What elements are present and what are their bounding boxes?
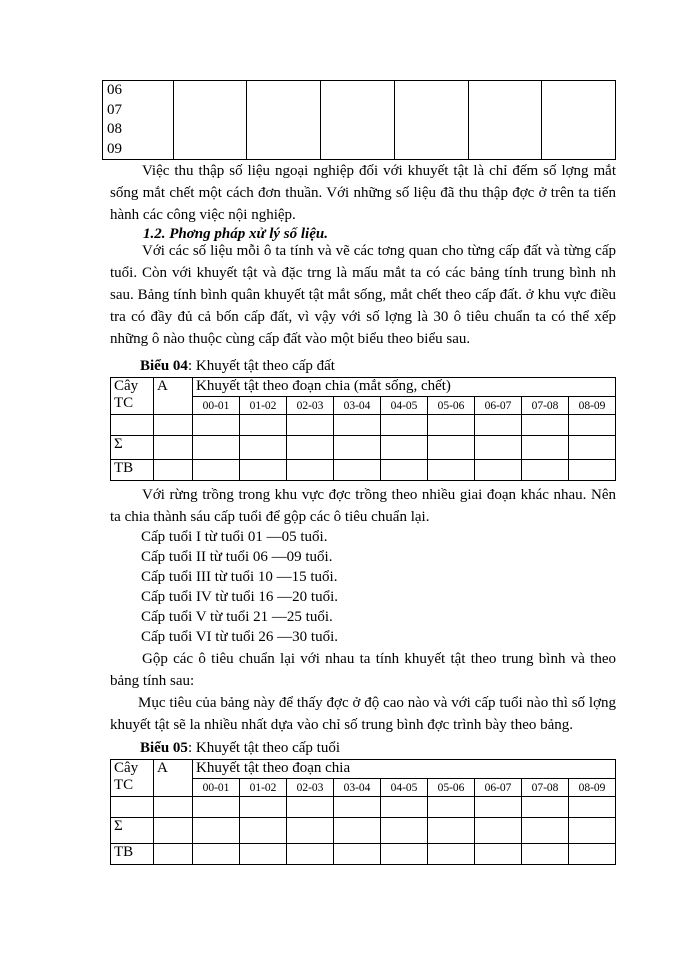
table-cell <box>193 436 240 460</box>
table-cell <box>240 844 287 865</box>
table-cell <box>287 436 334 460</box>
table-cell <box>193 818 240 844</box>
interval-header: 00-01 <box>193 397 240 415</box>
interval-header: 00-01 <box>193 779 240 797</box>
table-cell <box>569 460 616 481</box>
header-tc-label: TC <box>114 395 134 411</box>
table-cell <box>569 415 616 436</box>
table04-caption-label: Biểu 04 <box>140 358 188 374</box>
sum-label: Σ <box>111 436 154 460</box>
sum-label: Σ <box>111 818 154 844</box>
interval-header: 06-07 <box>475 779 522 797</box>
table-cell <box>428 460 475 481</box>
table-cell <box>154 436 193 460</box>
interval-header: 07-08 <box>522 779 569 797</box>
age-value: 06 <box>107 82 122 98</box>
table-cell <box>522 844 569 865</box>
interval-header: 04-05 <box>381 397 428 415</box>
table-cell <box>240 436 287 460</box>
table-cell <box>287 844 334 865</box>
paragraph-data-collection: Việc thu thập số liệu ngoại nghiệp đối với khuyết tật là chỉ đếm số lợng mắt sống mắt chết một cách đơn thuần. Với những số liệu đã thu thập đợc ở trên ta tiến hành các công việc nội nghiệp. <box>110 163 616 223</box>
header-tree-tc <box>111 378 154 415</box>
age-table-continuation <box>102 80 616 160</box>
table05-caption <box>140 738 340 758</box>
age-class-item: Cấp tuổi IV từ tuổi 16 —20 tuổi. <box>141 589 339 605</box>
interval-header: 01-02 <box>240 397 287 415</box>
table04-caption-text: : Khuyết tật theo cấp đất <box>187 358 335 374</box>
table-cell <box>193 797 240 818</box>
header-tree-tc <box>111 760 154 797</box>
table-row <box>111 760 616 779</box>
table-row <box>111 797 616 818</box>
table-row <box>103 81 616 160</box>
interval-header: 01-02 <box>240 779 287 797</box>
age-value: 08 <box>107 121 122 137</box>
interval-header: 02-03 <box>287 779 334 797</box>
table-row <box>111 844 616 865</box>
table-cell <box>111 797 154 818</box>
section-heading: 1.2. Phơng pháp xử lý số liệu. <box>143 226 328 242</box>
table-cell <box>381 436 428 460</box>
table-cell <box>154 818 193 844</box>
header-group: Khuyết tật theo đoạn chia <box>193 760 616 779</box>
table-cell <box>287 415 334 436</box>
header-tree-label: Cây <box>114 378 139 394</box>
age-list-cell <box>103 81 174 160</box>
table-cell <box>569 797 616 818</box>
table-cell <box>475 844 522 865</box>
avg-label: TB <box>111 844 154 865</box>
header-group: Khuyết tật theo đoạn chia (mắt sống, chết) <box>193 378 616 397</box>
table-cell <box>428 797 475 818</box>
age-class-item: Cấp tuổi III từ tuổi 10 —15 tuổi. <box>141 569 338 585</box>
table-row <box>111 460 616 481</box>
paragraph-processing: Với các số liệu mỗi ô ta tính và vẽ các tơng quan cho từng cấp đất và từng cấp tuổi. Còn với khuyết tật và đặc trng là mấu mắt ta có các bảng tính trung bình nh sau. Bảng tính bình quân khuyết tật mắt sống, mắt chết theo cấp đất. ở khu vực điều tra có đầy đủ cả bốn cấp đất, vì vậy với số lợng là 30 ô tiêu chuẩn ta có thể xếp những ô nào thuộc cùng cấp đất vào một biểu theo biểu sau. <box>110 243 616 347</box>
age-class-item: Cấp tuổi I từ tuổi 01 —05 tuổi. <box>141 529 328 545</box>
header-tree-label: Cây <box>114 760 139 776</box>
blank-cell <box>468 81 542 160</box>
table04-caption <box>140 356 335 376</box>
age-class-item: Cấp tuổi II từ tuổi 06 —09 tuổi. <box>141 549 333 565</box>
interval-header: 08-09 <box>569 779 616 797</box>
interval-header: 06-07 <box>475 397 522 415</box>
age-class-item: Cấp tuổi VI từ tuổi 26 —30 tuổi. <box>141 629 339 645</box>
age-class-item: Cấp tuổi V từ tuổi 21 —25 tuổi. <box>141 609 333 625</box>
table-cell <box>193 844 240 865</box>
table-cell <box>522 460 569 481</box>
table-cell <box>522 436 569 460</box>
interval-header: 05-06 <box>428 779 475 797</box>
table-cell <box>475 460 522 481</box>
table-cell <box>569 844 616 865</box>
table-cell <box>522 818 569 844</box>
age-value: 09 <box>107 140 122 157</box>
table05 <box>110 759 616 865</box>
table-row <box>111 415 616 436</box>
table04 <box>110 377 616 481</box>
header-tc-label: TC <box>114 777 134 793</box>
table-cell <box>334 460 381 481</box>
table-cell <box>475 818 522 844</box>
blank-cell <box>542 81 616 160</box>
table-row <box>111 378 616 397</box>
table-cell <box>381 818 428 844</box>
table-cell <box>111 415 154 436</box>
table-cell <box>334 844 381 865</box>
interval-header: 08-09 <box>569 397 616 415</box>
table-cell <box>381 415 428 436</box>
table-cell <box>428 436 475 460</box>
table-cell <box>569 818 616 844</box>
table-cell <box>569 436 616 460</box>
table-cell <box>475 436 522 460</box>
table-cell <box>193 460 240 481</box>
interval-header: 03-04 <box>334 779 381 797</box>
paragraph-merge: Gộp các ô tiêu chuẩn lại với nhau ta tính khuyết tật theo trung bình và theo bảng tính sau: <box>110 651 616 689</box>
age-value: 07 <box>107 101 122 118</box>
table-cell <box>381 797 428 818</box>
table-cell <box>475 797 522 818</box>
table-cell <box>154 797 193 818</box>
table-cell <box>475 415 522 436</box>
interval-header: 04-05 <box>381 779 428 797</box>
interval-header: 02-03 <box>287 397 334 415</box>
table-cell <box>428 415 475 436</box>
table-row <box>111 818 616 844</box>
paragraph-objective: Mục tiêu của bảng này để thấy đợc ở độ cao nào và với cấp tuổi nào thì số lợng khuyết tật sẽ la nhiều nhất dựa vào chỉ số trung bình đợc trình bày theo bảng. <box>110 695 616 733</box>
table-cell <box>154 460 193 481</box>
table-cell <box>154 415 193 436</box>
table-cell <box>240 797 287 818</box>
table05-caption-text: : Khuyết tật theo cấp tuổi <box>187 740 340 756</box>
table-cell <box>428 818 475 844</box>
paragraph-age-grouping: Với rừng trồng trong khu vực đợc trồng theo nhiều giai đoạn khác nhau. Nên ta chia thành sáu cấp tuổi để gộp các ô tiêu chuẩn lại. <box>110 487 616 525</box>
table-cell <box>287 460 334 481</box>
table-cell <box>428 844 475 865</box>
header-a: A <box>154 760 193 797</box>
table-cell <box>334 818 381 844</box>
table05-caption-label: Biểu 05 <box>140 740 188 756</box>
table-cell <box>154 844 193 865</box>
interval-header: 07-08 <box>522 397 569 415</box>
table-cell <box>522 415 569 436</box>
table-cell <box>193 415 240 436</box>
table-cell <box>240 818 287 844</box>
blank-cell <box>321 81 395 160</box>
header-a: A <box>154 378 193 415</box>
table-row <box>111 436 616 460</box>
table-cell <box>240 415 287 436</box>
table-cell <box>334 415 381 436</box>
table-cell <box>240 460 287 481</box>
table-cell <box>287 797 334 818</box>
interval-header: 03-04 <box>334 397 381 415</box>
table-cell <box>381 844 428 865</box>
blank-cell <box>394 81 468 160</box>
table-cell <box>287 818 334 844</box>
blank-cell <box>173 81 247 160</box>
blank-cell <box>247 81 321 160</box>
table-cell <box>381 460 428 481</box>
interval-header: 05-06 <box>428 397 475 415</box>
avg-label: TB <box>111 460 154 481</box>
table-cell <box>334 436 381 460</box>
table-cell <box>522 797 569 818</box>
table-cell <box>334 797 381 818</box>
